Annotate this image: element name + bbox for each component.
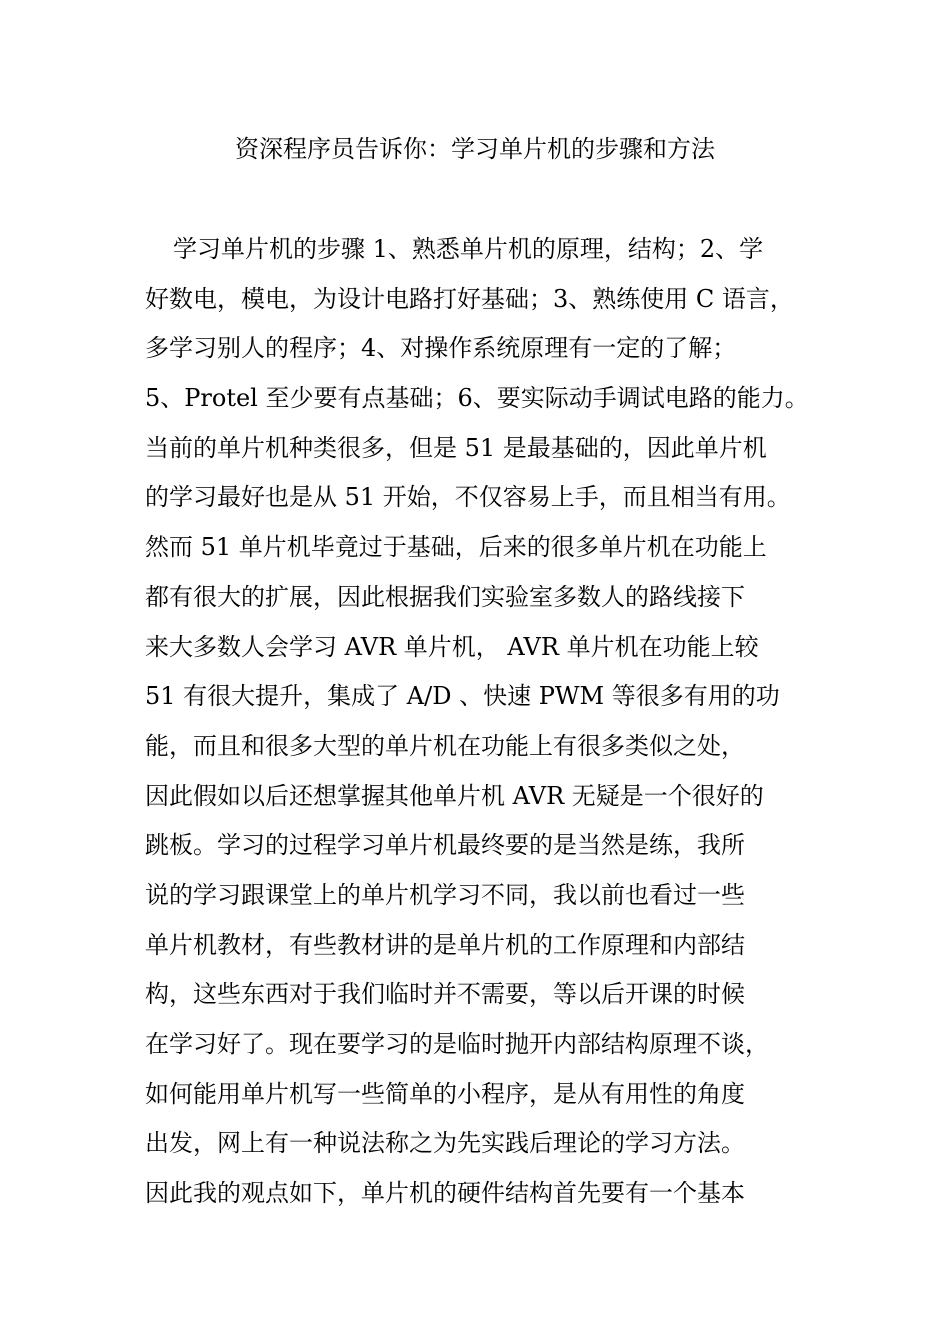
text-line: 好数电，模电，为设计电路打好基础；3、熟练使用 C 语言， <box>145 284 794 313</box>
text-line: 在学习好了。现在要学习的是临时抛开内部结构原理不谈， <box>145 1030 769 1058</box>
text-line: 如何能用单片机写一些简单的小程序，是从有用性的角度 <box>145 1079 745 1108</box>
text-line: 构，这些东西对于我们临时并不需要，等以后开课的时候 <box>145 980 745 1009</box>
text-line: 51 有很大提升，集成了 A/D 、快速 PWM 等很多有用的功 <box>145 682 780 711</box>
text-line: 因此假如以后还想掌握其他单片机 AVR 无疑是一个很好的 <box>145 781 764 810</box>
document-title: 资深程序员告诉你：学习单片机的步骤和方法 <box>235 135 715 163</box>
text-line: 当前的单片机种类很多，但是 51 是最基础的，因此单片机 <box>145 433 767 462</box>
text-line: 学习单片机的步骤 1、熟悉单片机的原理，结构；2、学 <box>173 235 764 263</box>
text-line: 来大多数人会学习 AVR 单片机， AVR 单片机在功能上较 <box>145 632 759 661</box>
body-paragraph <box>145 225 825 1219</box>
text-line: 的学习最好也是从 51 开始，不仅容易上手，而且相当有用。 <box>145 483 791 512</box>
text-line: 单片机教材，有些教材讲的是单片机的工作原理和内部结 <box>145 930 745 959</box>
text-line: 出发，网上有一种说法称之为先实践后理论的学习方法。 <box>145 1129 745 1158</box>
text-line: 说的学习跟课堂上的单片机学习不同，我以前也看过一些 <box>145 880 745 909</box>
text-line: 能，而且和很多大型的单片机在功能上有很多类似之处， <box>145 731 745 760</box>
text-line: 都有很大的扩展，因此根据我们实验室多数人的路线接下 <box>145 582 745 611</box>
text-line: 然而 51 单片机毕竟过于基础，后来的很多单片机在功能上 <box>145 533 767 562</box>
text-line: 因此我的观点如下，单片机的硬件结构首先要有一个基本 <box>145 1179 745 1208</box>
text-line: 跳板。学习的过程学习单片机最终要的是当然是练，我所 <box>145 831 745 860</box>
text-line: 5、Protel 至少要有点基础；6、要实际动手调试电路的能力。 <box>145 384 809 413</box>
text-line: 多学习别人的程序；4、对操作系统原理有一定的了解； <box>145 334 737 363</box>
